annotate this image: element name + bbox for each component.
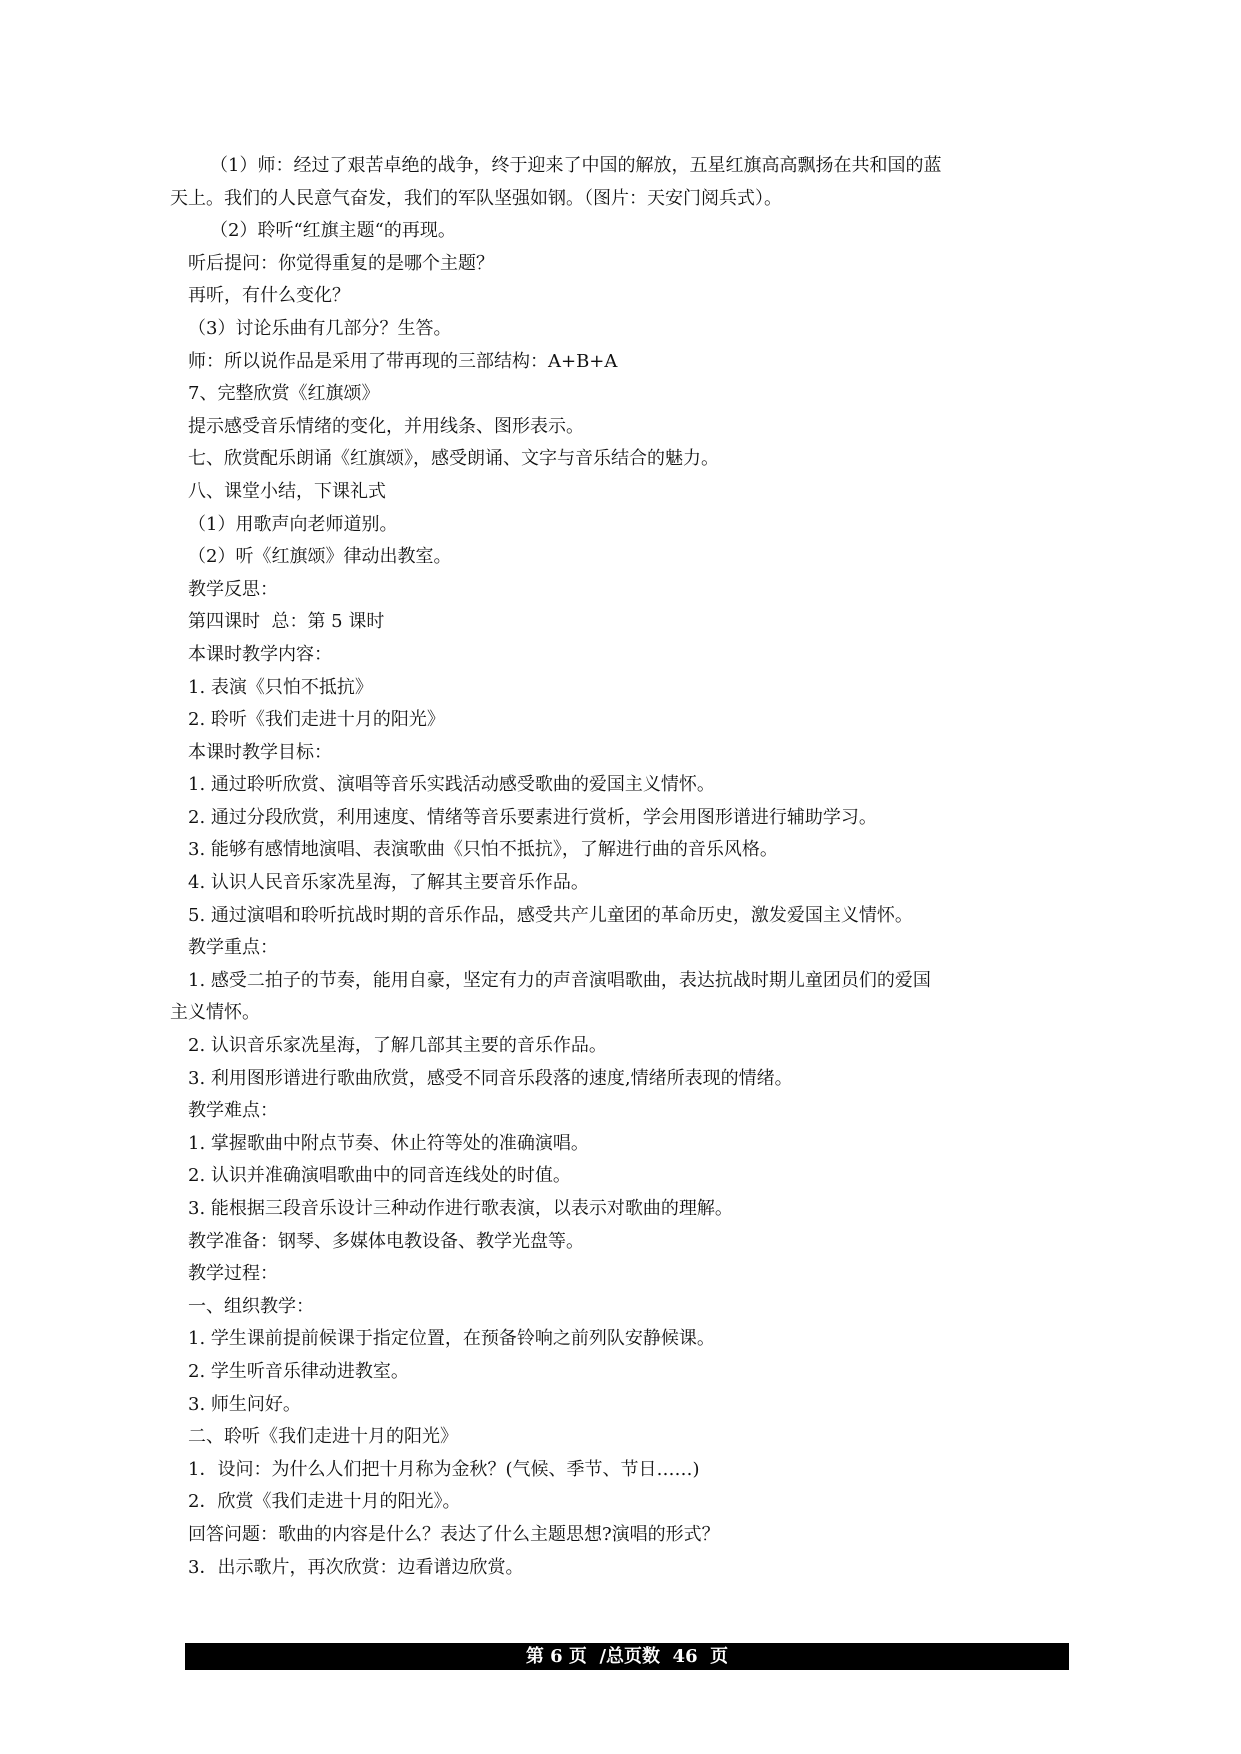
paragraph-line: （1）用歌声向老师道别。 [188,513,398,535]
paragraph-line: 2．欣赏《我们走进十月的阳光》。 [188,1491,461,1513]
paragraph-line: 2. 聆听《我们走进十月的阳光》 [188,709,445,731]
paragraph-line: 提示感受音乐情绪的变化，并用线条、图形表示。 [188,415,584,437]
paragraph-line: 天上。我们的人民意气奋发，我们的军队坚强如钢。（图片：天安门阅兵式）。 [170,187,782,209]
paragraph-line: （1）师：经过了艰苦卓绝的战争，终于迎来了中国的解放，五星红旗高高飘扬在共和国的蓝 [210,155,942,176]
paragraph-line: 八、课堂小结，下课礼式 [188,480,386,502]
paragraph-line: 二、聆听《我们走进十月的阳光》 [188,1426,458,1448]
paragraph-line: 4. 认识人民音乐家冼星海，了解其主要音乐作品。 [188,872,589,894]
paragraph-line: （3）讨论乐曲有几部分？生答。 [188,317,452,339]
paragraph-line: 师：所以说作品是采用了带再现的三部结构：A+B+A [188,350,618,372]
paragraph-line: 回答问题：歌曲的内容是什么？表达了什么主题思想?演唱的形式？ [188,1523,720,1545]
paragraph-line: 3. 能根据三段音乐设计三种动作进行歌表演，以表示对歌曲的理解。 [188,1198,733,1219]
paragraph-line: 教学重点： [188,937,278,959]
paragraph-line: 听后提问：你觉得重复的是哪个主题？ [188,252,494,274]
paragraph-line: 本课时教学内容： [188,643,332,665]
document-body [170,150,1068,1584]
paragraph-line: 教学准备：钢琴、多媒体电教设备、教学光盘等。 [188,1230,584,1252]
paragraph-line: 1. 通过聆听欣赏、演唱等音乐实践活动感受歌曲的爱国主义情怀。 [188,774,715,796]
paragraph-line: 一、组织教学： [188,1295,314,1317]
paragraph-line: 1. 感受二拍子的节奏，能用自豪，坚定有力的声音演唱歌曲，表达抗战时期儿童团员们的爱国 [188,969,931,991]
paragraph-line: （2）聆听“红旗主题“的再现。 [210,220,456,242]
page-number: 第 6 页 /总页数 46 页 [525,1646,729,1667]
paragraph-line: 3. 利用图形谱进行歌曲欣赏，感受不同音乐段落的速度,情绪所表现的情绪。 [188,1067,793,1089]
paragraph-line: 3．出示歌片，再次欣赏：边看谱边欣赏。 [188,1556,524,1578]
paragraph-line: 主义情怀。 [170,1002,260,1024]
page-footer [185,1643,1069,1670]
paragraph-line: 3. 能够有感情地演唱、表演歌曲《只怕不抵抗》，了解进行曲的音乐风格。 [188,839,778,861]
paragraph-line: 2. 认识音乐家冼星海，了解几部其主要的音乐作品。 [188,1035,607,1057]
paragraph-line: 1. 学生课前提前候课于指定位置，在预备铃响之前列队安静候课。 [188,1328,715,1350]
paragraph-line: 3. 师生问好。 [188,1393,301,1415]
paragraph-line: 7、完整欣赏《红旗颂》 [188,383,380,405]
paragraph-line: 七、欣赏配乐朗诵《红旗颂》，感受朗诵、文字与音乐结合的魅力。 [188,448,719,470]
paragraph-line: 5. 通过演唱和聆听抗战时期的音乐作品，感受共产儿童团的革命历史，激发爱国主义情怀。 [188,904,913,926]
paragraph-line: 2. 认识并准确演唱歌曲中的同音连线处的时值。 [188,1165,571,1187]
paragraph-line: 第四课时 总：第 5 课时 [188,611,385,633]
paragraph-line: （2）听《红旗颂》律动出教室。 [188,546,452,568]
paragraph-line: 1．设问：为什么人们把十月称为金秋？(气候、季节、节日……) [188,1458,700,1480]
paragraph-line: 再听，有什么变化？ [188,285,350,307]
paragraph-line: 2. 通过分段欣赏，利用速度、情绪等音乐要素进行赏析，学会用图形谱进行辅助学习。 [188,806,877,828]
paragraph-line: 1. 表演《只怕不抵抗》 [188,676,373,698]
paragraph-line: 1. 掌握歌曲中附点节奏、休止符等处的准确演唱。 [188,1132,589,1154]
paragraph-line: 教学难点： [188,1100,278,1122]
paragraph-line: 教学反思： [188,578,278,600]
paragraph-line: 教学过程： [188,1263,278,1285]
paragraph-line: 2. 学生听音乐律动进教室。 [188,1360,409,1382]
paragraph-line: 本课时教学目标： [188,741,332,763]
